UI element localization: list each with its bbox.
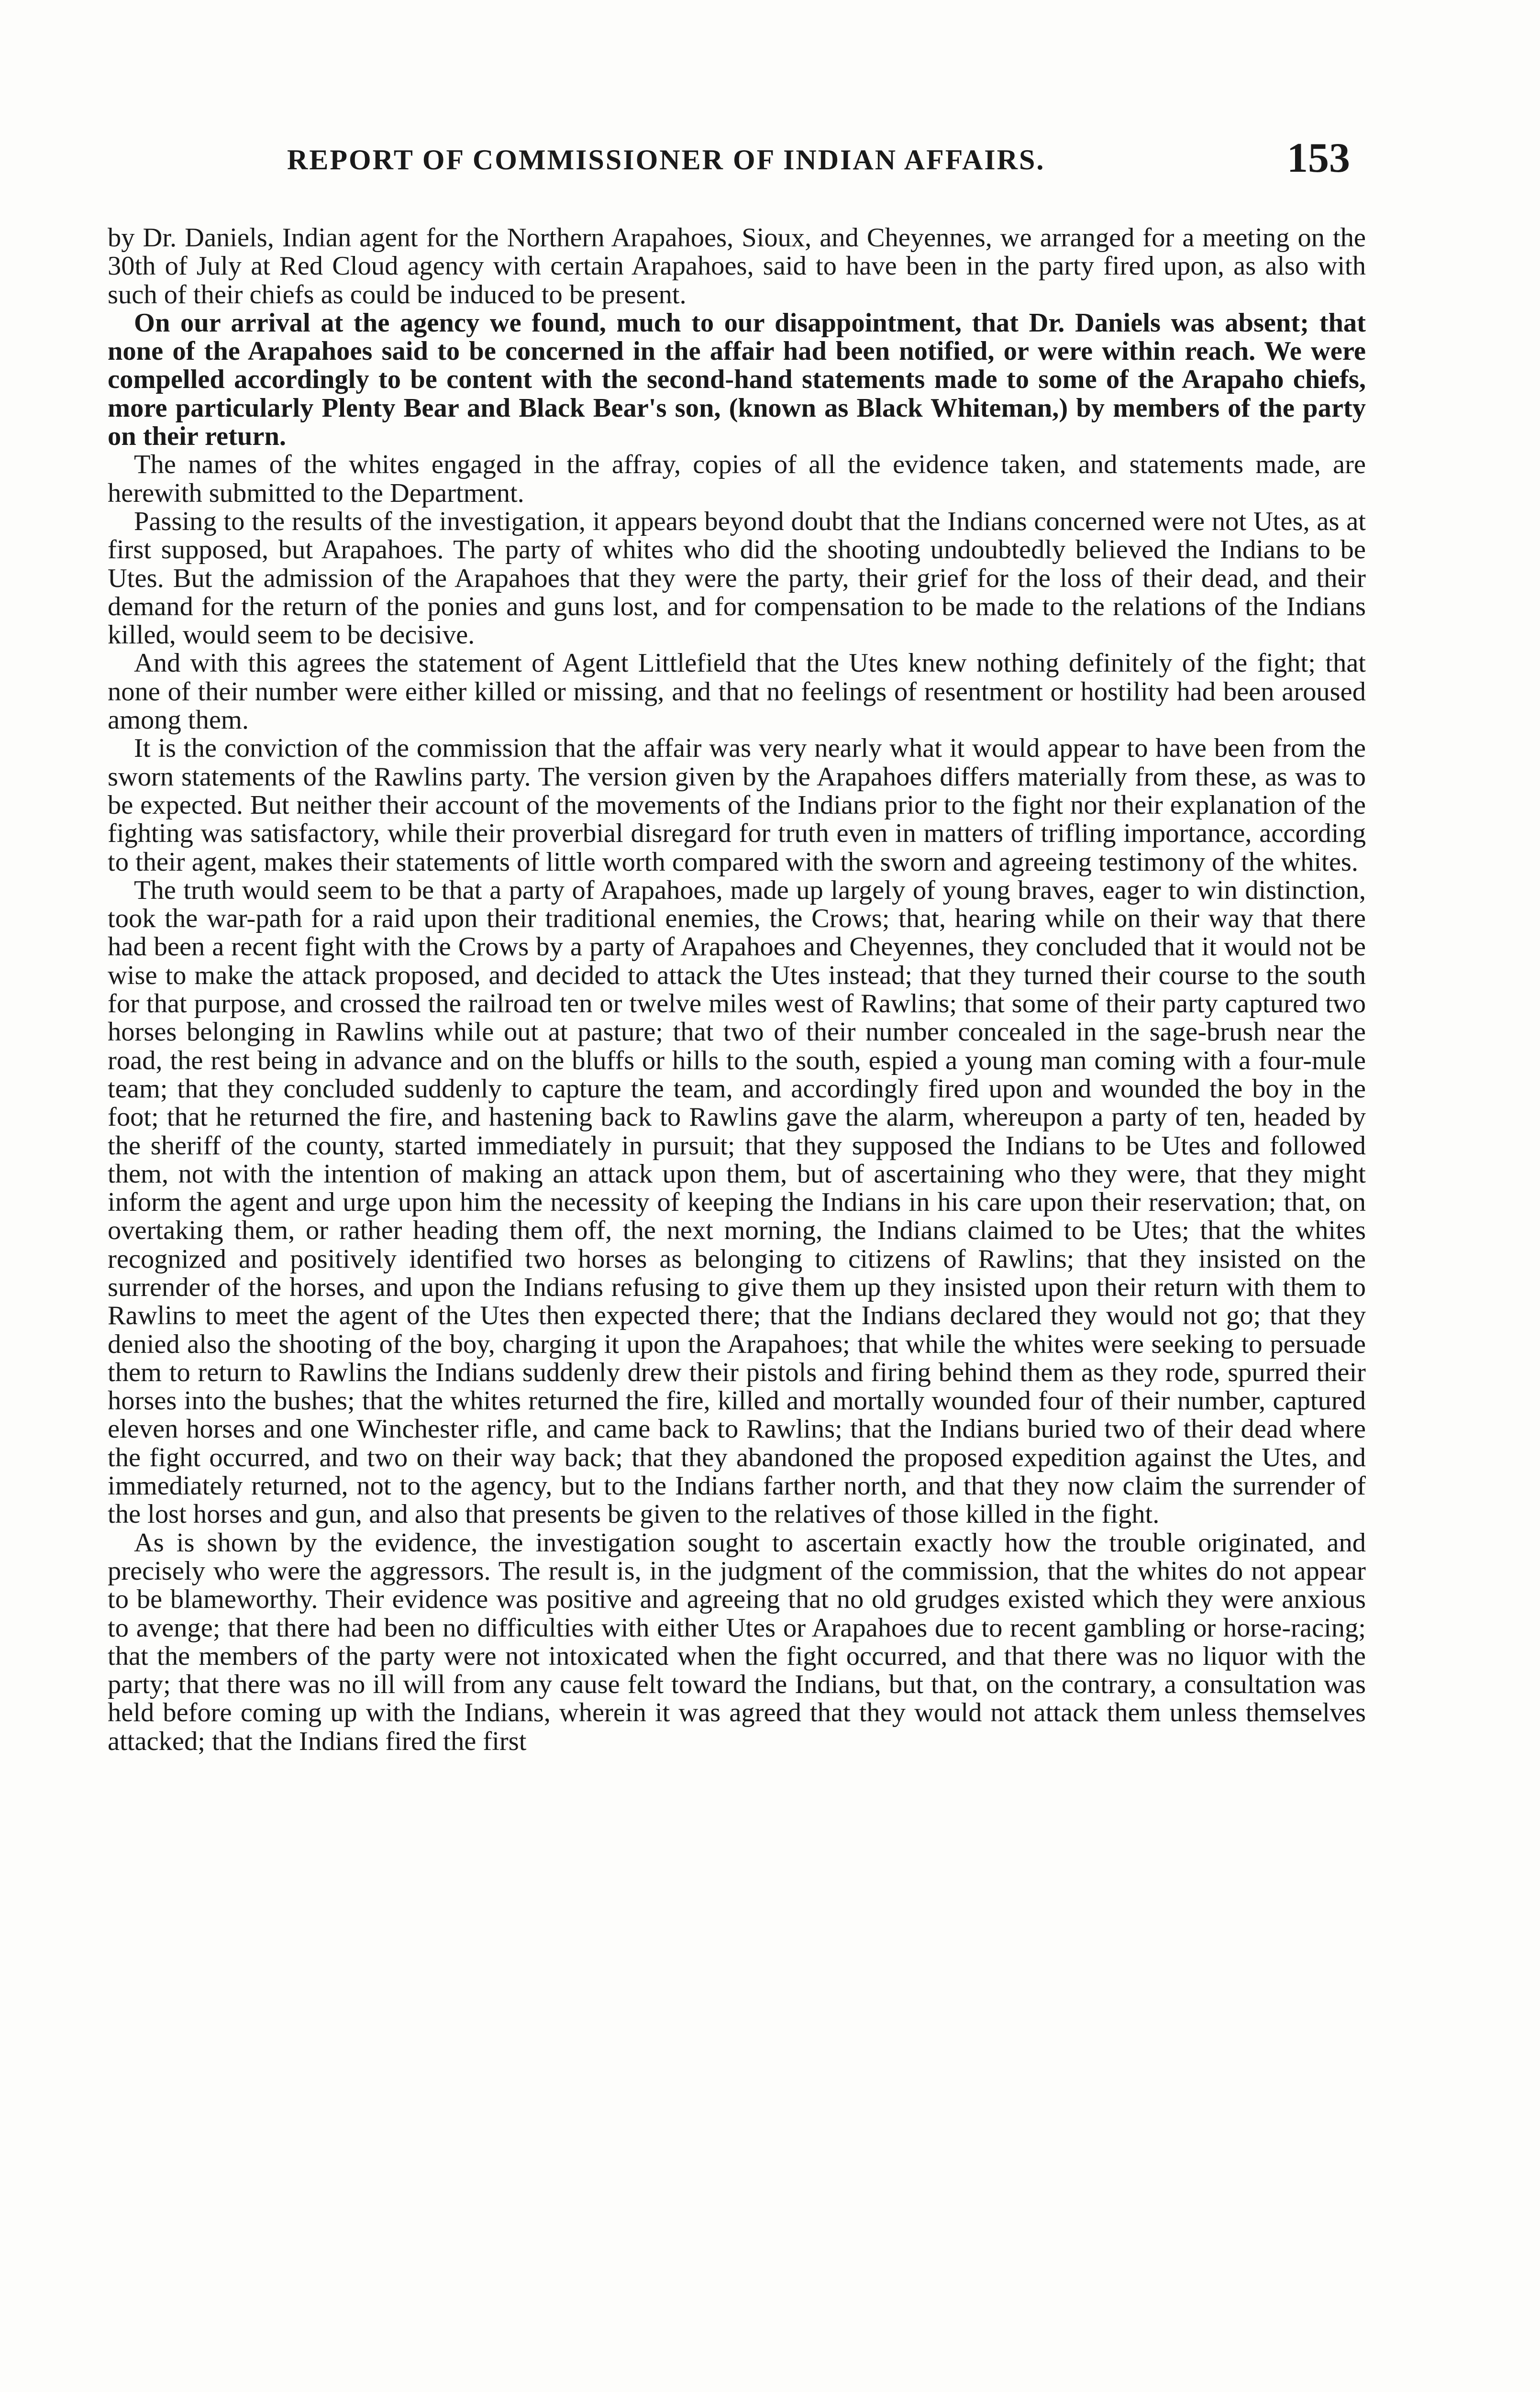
paragraph-names-of-whites: The names of the whites engaged in the affray, copies of all the evidence taken, and statements made, are herewith submitted to the Department. xyxy=(108,450,1366,508)
body-text xyxy=(108,224,1366,1756)
paragraph-results: Passing to the results of the investigation, it appears beyond doubt that the Indians concerned were not Utes, as at first supposed, but Arapahoes. The party of whites who did the shooting undoubtedly believed the Indians to be Utes. But the admission of the Arapahoes that they were the party, their grief for the loss of their dead, and their demand for the return of the ponies and guns lost, and for compensation to be made to the relations of the Indians killed, would seem to be decisive. xyxy=(108,506,1366,650)
paragraph-arrival: On our arrival at the agency we found, much to our disappointment, that Dr. Daniels was absent; that none of the Arapahoes said to be concerned in the affair had been notified, or were within reach. We were compelled accordingly to be content with the second-hand statements made to some of the Arapaho chiefs, more particularly Plenty Bear and Black Bear's son, (known as Black Whiteman,) by members of the party on their return. xyxy=(108,308,1366,452)
paragraph-truth: The truth would seem to be that a party of Arapahoes, made up largely of young braves, eager to win distinction, took the war-path for a raid upon their traditional enemies, the Crows; that, hearing while on their way that there had been a recent fight with the Crows by a party of Arapahoes and Cheyennes, they concluded that it would not be wise to make the attack proposed, and decided to attack the Utes instead; that they turned their course to the south for that purpose, and crossed the railroad ten or twelve miles west of Rawlins; that some of their party captured two horses belonging in Rawlins while out at pasture; that two of their number concealed in the sage-brush near the road, the rest being in advance and on the bluffs or hills to the south, espied a young man coming with a four-mule team; that they concluded suddenly to capture the team, and accordingly fired upon and wounded the boy in the foot; that he returned the fire, and hastening back to Rawlins gave the alarm, whereupon a party of ten, headed by the sheriff of the county, started immediately in pursuit; that they supposed the Indians to be Utes and followed them, not with the intention of making an attack upon them, but of ascertaining who they were, that they might inform the agent and urge upon him the necessity of keeping the Indians in his care upon their reservation; that, on overtaking them, or rather heading them off, the next morning, the Indians claimed to be Utes; that the whites recognized and positively identified two horses as belonging to citizens of Rawlins; that they insisted on the surrender of the horses, and upon the Indians refusing to give them up they insisted upon their return with them to Rawlins to meet the agent of the Utes then expected there; that the Indians declared they would not go; that they denied also the shooting of the boy, charging it upon the Arapahoes; that while the whites were seeking to persuade them to return to Rawlins the Indians suddenly drew their pistols and firing behind them as they rode, spurred their horses into the bushes; that the whites returned the fire, killed and mortally wounded four of their number, captured eleven horses and one Winchester rifle, and came back to Rawlins; that the Indians buried two of their dead where the fight occurred, and two on their way back; that they abandoned the proposed expedition against the Utes, and immediately returned, not to the agency, but to the Indians farther north, and that they now claim the surrender of the lost horses and gun, and also that presents be given to the relatives of those killed in the fight. xyxy=(108,875,1366,1529)
paragraph-littlefield: And with this agrees the statement of Agent Littlefield that the Utes knew nothing definitely of the fight; that none of their number were either killed or missing, and that no feelings of resentment or hostility had been aroused among them. xyxy=(108,648,1366,735)
page-number: 153 xyxy=(1287,135,1350,181)
paragraph-conviction: It is the conviction of the commission that the affair was very nearly what it would appear to have been from the sworn statements of the Rawlins party. The version given by the Arapahoes differs materially from these, as was to be expected. But neither their account of the movements of the Indians prior to the fight nor their explanation of the fighting was satisfactory, while their proverbial disregard for truth even in matters of trifling importance, according to their agent, makes their statements of little worth compared with the sworn and agreeing testimony of the whites. xyxy=(108,733,1366,877)
paragraph-continuation: by Dr. Daniels, Indian agent for the Northern Arapahoes, Sioux, and Cheyennes, we arranged for a meeting on the 30th of July at Red Cloud agency with certain Arapahoes, said to have been in the party fired upon, as also with such of their chiefs as could be induced to be present. xyxy=(108,223,1366,310)
running-head-title: REPORT OF COMMISSIONER OF INDIAN AFFAIRS. xyxy=(287,144,1045,176)
paragraph-evidence: As is shown by the evidence, the investigation sought to ascertain exactly how the trouble originated, and precisely who were the aggressors. The result is, in the judgment of the commission, that the whites do not appear to be blameworthy. Their evidence was positive and agreeing that no old grudges existed which they were anxious to avenge; that there had been no difficulties with either Utes or Arapahoes due to recent gambling or horse-racing; that the members of the party were not intoxicated when the fight occurred, and that there was no liquor with the party; that there was no ill will from any cause felt toward the Indians, but that, on the contrary, a consultation was held before coming up with the Indians, wherein it was agreed that they would not attack them unless themselves attacked; that the Indians fired the first xyxy=(108,1528,1366,1756)
